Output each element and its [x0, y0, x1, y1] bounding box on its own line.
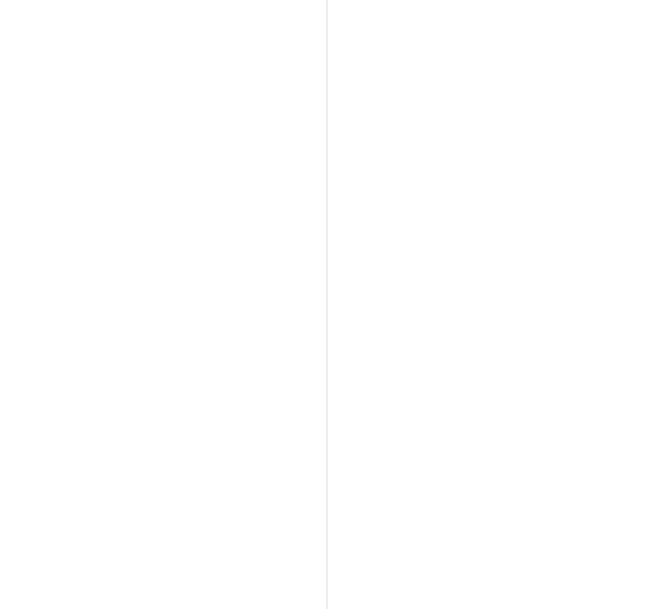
main-section-title	[134, 121, 137, 136]
right-page	[328, 0, 655, 609]
left-page	[0, 0, 327, 609]
